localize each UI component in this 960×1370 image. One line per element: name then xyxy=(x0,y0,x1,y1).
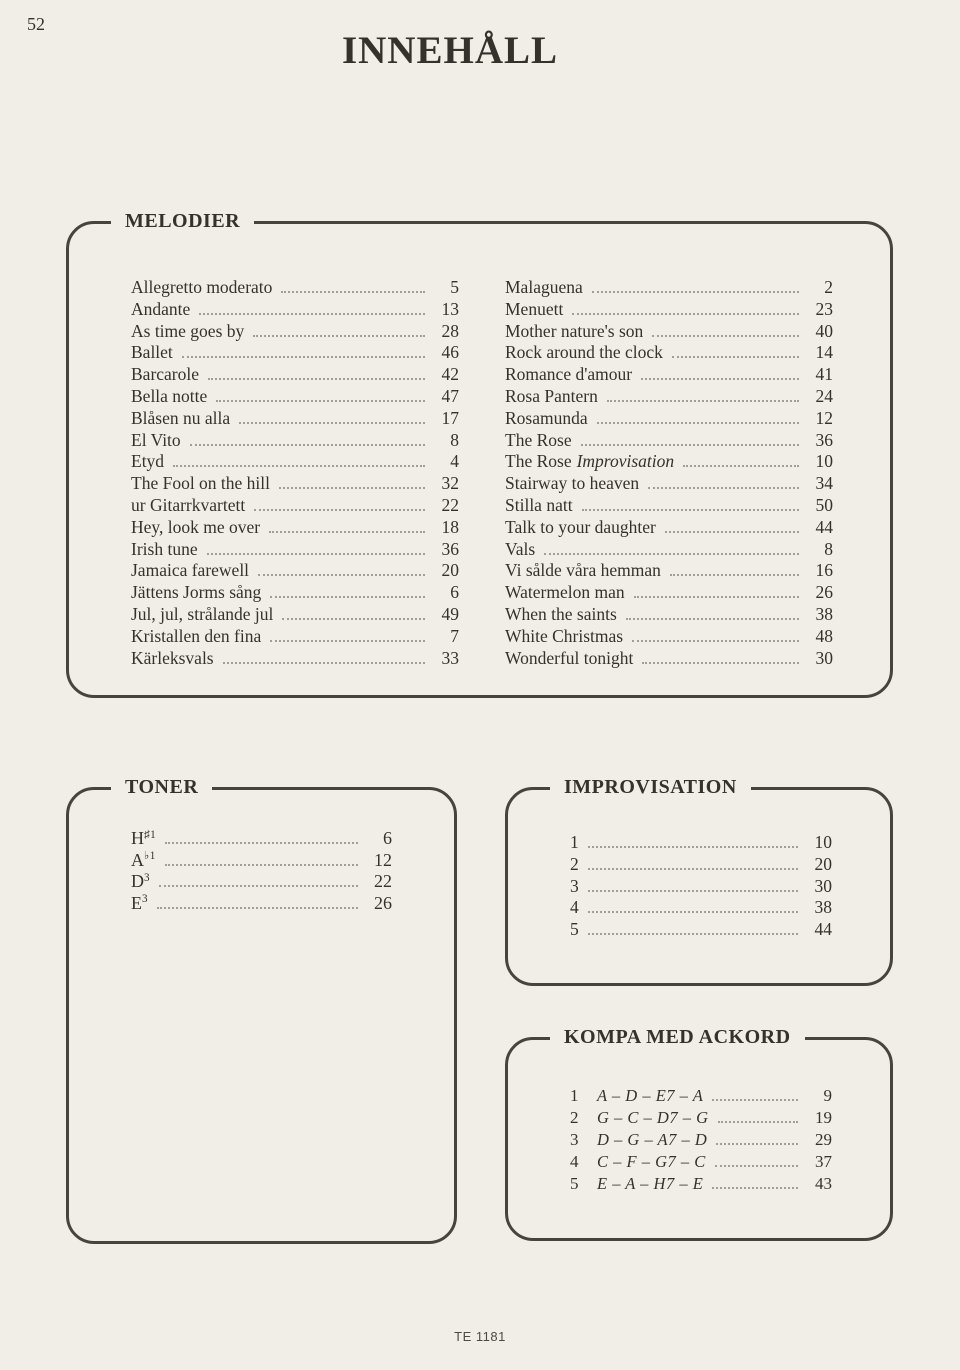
dotted-leader xyxy=(712,1187,798,1189)
toc-entry-page: 10 xyxy=(815,451,833,472)
toc-entry-title: Allegretto moderato xyxy=(131,277,273,297)
toc-entry-page: 36 xyxy=(815,429,833,450)
toc-entry-title: Mother nature's son xyxy=(505,320,644,341)
toc-entry-title: Vals xyxy=(505,538,536,559)
toc-entry-page: 9 xyxy=(823,1086,832,1105)
toc-entry-page: 8 xyxy=(824,538,833,559)
toc-entry-page: 33 xyxy=(441,647,459,668)
toc-entry-title: Romance d'amour xyxy=(505,364,633,385)
toc-entry-title: Rock around the clock xyxy=(505,342,663,363)
toc-row xyxy=(131,342,459,364)
dotted-leader xyxy=(588,890,798,892)
toc-entry-title: As time goes by xyxy=(131,320,245,341)
toc-row xyxy=(505,495,833,517)
chord-progression: G – C – D7 – G xyxy=(597,1108,709,1127)
toc-entry-title: Etyd xyxy=(131,451,165,472)
chord-progression: C – F – G7 – C xyxy=(597,1152,706,1171)
note-name: $A^{♭1}$ xyxy=(131,849,156,870)
dotted-leader xyxy=(588,868,798,870)
toc-entry-title: El Vito xyxy=(131,429,181,450)
toc-entry-page: 30 xyxy=(814,875,832,896)
dotted-leader xyxy=(159,885,358,887)
dotted-leader xyxy=(718,1121,798,1123)
section-kompa-title: KOMPA MED ACKORD xyxy=(550,1026,805,1048)
toc-entry-page: 24 xyxy=(815,385,833,406)
toc-entry-title: Jamaica farewell xyxy=(131,560,250,581)
dotted-leader xyxy=(648,487,799,489)
toc-entry-title: When the saints xyxy=(505,603,617,624)
dotted-leader xyxy=(588,846,798,848)
dotted-leader xyxy=(670,574,799,576)
dotted-leader xyxy=(208,378,425,380)
toc-entry-page: 41 xyxy=(815,364,833,385)
dotted-leader xyxy=(652,335,799,337)
dotted-leader xyxy=(572,313,799,315)
toc-row xyxy=(505,451,833,473)
toc-entry-title: Blåsen nu alla xyxy=(131,407,231,428)
toc-row xyxy=(570,1108,832,1130)
toc-row xyxy=(505,430,833,452)
dotted-leader xyxy=(641,378,799,380)
note-name: $D^3$ xyxy=(131,871,151,891)
toc-row xyxy=(570,919,832,941)
note-superscript: ♭1 xyxy=(144,850,156,863)
dotted-leader xyxy=(588,911,798,913)
dotted-leader xyxy=(270,640,425,642)
toc-entry-page: 40 xyxy=(815,320,833,341)
toc-entry-page: 38 xyxy=(814,897,832,918)
toc-entry-page: 10 xyxy=(814,832,832,852)
toc-entry-page: 6 xyxy=(450,582,459,603)
dotted-leader xyxy=(254,509,425,511)
toc-row xyxy=(131,626,459,648)
toc-row xyxy=(131,321,459,343)
toc-row xyxy=(505,342,833,364)
chord-progression: E – A – H7 – E xyxy=(597,1174,704,1193)
dotted-leader xyxy=(581,444,799,446)
toc-row xyxy=(505,299,833,321)
item-number: 1 xyxy=(570,832,579,852)
toc-entry-page: 17 xyxy=(441,407,459,428)
toc-entry-title: Stairway to heaven xyxy=(505,473,640,494)
toc-entry-page: 32 xyxy=(441,473,459,494)
toc-row xyxy=(570,854,832,876)
toc-entry-page: 2 xyxy=(824,277,833,297)
dotted-leader xyxy=(199,313,425,315)
toc-entry-page: 44 xyxy=(815,516,833,537)
toc-row xyxy=(131,828,392,850)
toc-entry-page: 37 xyxy=(815,1152,832,1171)
toc-entry-title: Malaguena xyxy=(505,277,583,297)
toc-entry-title: Ballet xyxy=(131,342,173,363)
toc-row xyxy=(131,517,459,539)
toc-row xyxy=(570,832,832,854)
dotted-leader xyxy=(592,291,799,293)
toc-entry-title: Hey, look me over xyxy=(131,516,261,537)
toc-entry-title: Jättens Jorms sång xyxy=(131,582,262,603)
toc-entry-page: 20 xyxy=(814,853,832,874)
kompa-toc xyxy=(508,1040,890,1196)
dotted-leader xyxy=(282,618,425,620)
toc-row xyxy=(131,560,459,582)
toc-entry-title: Barcarole xyxy=(131,364,200,385)
item-number: 2 xyxy=(570,1108,579,1127)
item-number: 2 xyxy=(570,853,579,874)
toc-row xyxy=(505,539,833,561)
toc-entry-page: 48 xyxy=(815,625,833,646)
toc-row xyxy=(505,364,833,386)
toc-row xyxy=(505,321,833,343)
toc-entry-page: 7 xyxy=(450,625,459,646)
dotted-leader xyxy=(258,574,425,576)
toc-row xyxy=(570,1152,832,1174)
toc-row xyxy=(131,451,459,473)
dotted-leader xyxy=(715,1165,798,1167)
dotted-leader xyxy=(626,618,799,620)
section-kompa-med-ackord xyxy=(505,1026,893,1241)
toc-entry-page: 18 xyxy=(441,516,459,537)
dotted-leader xyxy=(634,596,799,598)
toc-row xyxy=(505,648,833,670)
toc-row xyxy=(570,1130,832,1152)
toc-entry-page: 8 xyxy=(450,429,459,450)
dotted-leader xyxy=(279,487,425,489)
toc-row xyxy=(505,386,833,408)
dotted-leader xyxy=(165,864,358,866)
toc-entry-title: Wonderful tonight xyxy=(505,647,634,668)
toc-row xyxy=(131,539,459,561)
toc-entry-page: 26 xyxy=(374,892,392,913)
dotted-leader xyxy=(607,400,799,402)
section-improvisation xyxy=(505,776,893,986)
toc-entry-title: Stilla natt xyxy=(505,494,573,515)
toc-row xyxy=(131,386,459,408)
toc-entry-page: 46 xyxy=(441,342,459,363)
toc-entry-page: 30 xyxy=(815,647,833,668)
toc-row xyxy=(505,604,833,626)
toc-entry-page: 4 xyxy=(450,451,459,472)
toc-entry-title: Bella notte xyxy=(131,385,208,406)
catalog-number: TE 1181 xyxy=(454,1329,506,1344)
toner-toc xyxy=(69,790,454,914)
dotted-leader xyxy=(672,356,799,358)
melodier-toc xyxy=(69,224,890,669)
dotted-leader xyxy=(642,662,799,664)
toc-entry-title: Irish tune xyxy=(131,538,198,559)
toc-row xyxy=(131,277,459,299)
dotted-leader xyxy=(207,553,425,555)
dotted-leader xyxy=(281,291,425,293)
toc-row xyxy=(131,582,459,604)
toc-row xyxy=(570,1086,832,1108)
note-superscript: 3 xyxy=(144,871,151,884)
toc-entry-title: Vi sålde våra hemman xyxy=(505,560,661,581)
toc-row xyxy=(131,604,459,626)
dotted-leader xyxy=(544,553,799,555)
toc-row xyxy=(131,893,392,915)
toc-entry-page: 43 xyxy=(815,1174,832,1193)
toc-row xyxy=(131,871,392,893)
toc-entry-title: ur Gitarrkvartett xyxy=(131,494,246,515)
toc-entry-page: 42 xyxy=(441,364,459,385)
item-number: 4 xyxy=(570,1152,579,1171)
note-superscript: 3 xyxy=(142,893,149,906)
toc-entry-title: The Rose xyxy=(505,429,572,450)
section-melodier xyxy=(66,210,893,698)
section-improvisation-title: IMPROVISATION xyxy=(550,776,751,798)
dotted-leader xyxy=(712,1099,798,1101)
toc-row xyxy=(131,495,459,517)
toc-entry-page: 28 xyxy=(441,320,459,341)
dotted-leader xyxy=(216,400,425,402)
toc-entry-title: Rosamunda xyxy=(505,407,588,428)
page-number: 52 xyxy=(27,14,45,34)
toc-entry-subtitle: Improvisation xyxy=(576,451,675,472)
toc-row xyxy=(131,850,392,872)
dotted-leader xyxy=(223,662,425,664)
melodier-column-2 xyxy=(505,277,833,669)
toc-entry-page: 29 xyxy=(815,1130,832,1149)
toc-row xyxy=(570,897,832,919)
toc-entry-page: 12 xyxy=(815,407,833,428)
toc-entry-page: 5 xyxy=(450,277,459,297)
toc-entry-page: 19 xyxy=(815,1108,832,1127)
toc-row xyxy=(131,408,459,430)
toc-entry-page: 16 xyxy=(815,560,833,581)
section-toner-title: TONER xyxy=(111,776,212,798)
dotted-leader xyxy=(588,933,798,935)
chord-progression: D – G – A7 – D xyxy=(597,1130,708,1149)
section-toner xyxy=(66,776,457,1244)
toc-row xyxy=(505,582,833,604)
toc-row xyxy=(131,364,459,386)
dotted-leader xyxy=(269,531,425,533)
toc-entry-title: Watermelon man xyxy=(505,582,625,603)
toc-entry-page: 26 xyxy=(815,582,833,603)
toc-entry-page: 22 xyxy=(374,871,392,891)
note-name: $E^3$ xyxy=(131,892,149,913)
dotted-leader xyxy=(253,335,425,337)
toc-row xyxy=(505,560,833,582)
toc-row xyxy=(570,1174,832,1196)
toc-entry-title: Rosa Pantern xyxy=(505,385,598,406)
toc-row xyxy=(505,277,833,299)
toc-row xyxy=(505,408,833,430)
toc-entry-page: 20 xyxy=(441,560,459,581)
toc-entry-page: 47 xyxy=(441,385,459,406)
section-melodier-title: MELODIER xyxy=(111,210,254,232)
melodier-column-1 xyxy=(131,277,459,669)
page-title: INNEHÅLL xyxy=(341,29,559,72)
toc-entry-title: Menuett xyxy=(505,298,564,319)
item-number: 4 xyxy=(570,897,579,918)
toc-entry-page: 13 xyxy=(441,298,459,319)
item-number: 3 xyxy=(570,875,579,896)
toc-row xyxy=(131,648,459,670)
item-number: 1 xyxy=(570,1086,579,1105)
toc-entry-page: 34 xyxy=(815,473,833,494)
dotted-leader xyxy=(665,531,799,533)
dotted-leader xyxy=(165,842,358,844)
dotted-leader xyxy=(597,422,799,424)
dotted-leader xyxy=(716,1143,798,1145)
toc-entry-page: 12 xyxy=(374,849,392,870)
toc-entry-title: Kärleksvals xyxy=(131,647,214,668)
toc-row xyxy=(505,626,833,648)
dotted-leader xyxy=(182,356,425,358)
note-name: $H^{♯1}$ xyxy=(131,828,157,848)
dotted-leader xyxy=(683,465,799,467)
toc-row xyxy=(505,517,833,539)
toc-entry-page: 22 xyxy=(441,494,459,515)
toc-entry-page: 44 xyxy=(814,919,832,940)
toc-entry-title: White Christmas xyxy=(505,625,624,646)
chord-progression: A – D – E7 – A xyxy=(597,1086,704,1105)
toc-row xyxy=(131,430,459,452)
item-number: 5 xyxy=(570,1174,579,1193)
toc-entry-page: 49 xyxy=(441,603,459,624)
toc-entry-title: Jul, jul, strålande jul xyxy=(131,603,274,624)
toc-row xyxy=(131,473,459,495)
toc-entry-page: 36 xyxy=(441,538,459,559)
toc-row xyxy=(570,876,832,898)
dotted-leader xyxy=(270,596,425,598)
toc-entry-page: 38 xyxy=(815,603,833,624)
toc-entry-title: Talk to your daughter xyxy=(505,516,656,537)
toc-row xyxy=(505,473,833,495)
dotted-leader xyxy=(157,907,358,909)
improvisation-toc xyxy=(508,790,890,941)
toc-entry-page: 50 xyxy=(815,494,833,515)
toc-entry-title: The Fool on the hill xyxy=(131,473,271,494)
toc-entry-page: 6 xyxy=(383,828,392,848)
item-number: 3 xyxy=(570,1130,579,1149)
dotted-leader xyxy=(582,509,799,511)
toc-entry-page: 14 xyxy=(815,342,833,363)
dotted-leader xyxy=(239,422,425,424)
toc-entry-title: The Rose xyxy=(505,451,572,472)
toc-entry-page: 23 xyxy=(815,298,833,319)
item-number: 5 xyxy=(570,919,579,940)
note-superscript: ♯1 xyxy=(144,828,157,841)
toc-entry-title: Andante xyxy=(131,298,191,319)
dotted-leader xyxy=(632,640,799,642)
dotted-leader xyxy=(173,465,425,467)
toc-entry-title: Kristallen den fina xyxy=(131,625,262,646)
dotted-leader xyxy=(190,444,425,446)
toc-row xyxy=(131,299,459,321)
